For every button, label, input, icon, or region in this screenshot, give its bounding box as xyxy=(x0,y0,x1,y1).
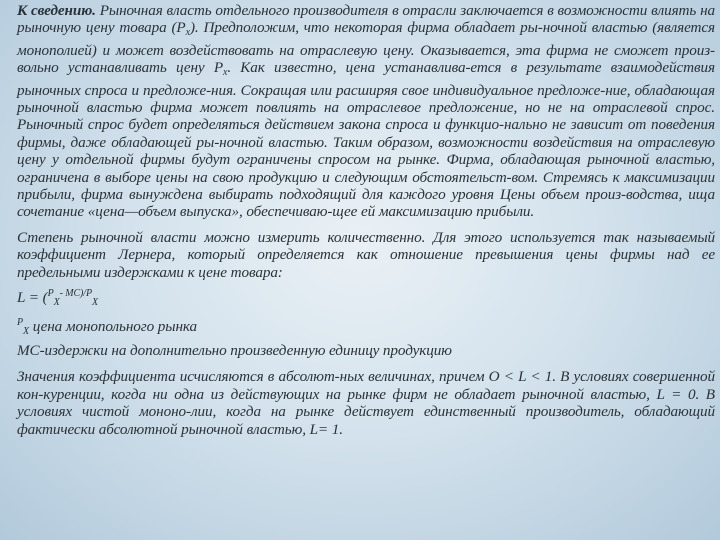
paragraph-text-part2: ). Предположим, что некоторая фирма обладает ры-ночной властью (является монополией) и может воздействовать на отраслевую цену. Оказывается, эта фирма не сможет произ-вольно устанавливать цену Р xyxy=(17,19,715,77)
formula-mid: - MC)/ xyxy=(59,288,86,300)
formula-p-sup-2: P xyxy=(85,288,92,300)
lerner-formula xyxy=(17,285,715,311)
formula-p-sup-1: P xyxy=(47,288,54,300)
paragraph-lerner-intro: Степень рыночной власти можно измерить количественно. Для этого используется так называемый коэффициент Лернера, который определяется как отношение превышения цены фирмы над ее предельными издержками к цене товара: xyxy=(17,228,715,281)
definition-p-sup: P xyxy=(17,316,24,328)
formula-left: L = ( xyxy=(17,289,48,307)
definition-x: X xyxy=(23,325,30,337)
subscript-x-2: х xyxy=(223,67,228,79)
paragraph-coefficient-values: Значения коэффициента исчисляются в абсолют-ных величинах, причем О < L < 1. В условиях совершенной кон-куренции, когда ни одна из действующих на рынке фирм не обладает рыночной властью, L = 0. В условиях чистой мононо-лии, когда на рынке действует единственный производитель, обладающий фактически абсолютной рыночной властью, L= 1. xyxy=(17,368,715,438)
slide-content xyxy=(17,2,715,538)
paragraph-text-part3: . Как известно, цена устанавлива-ется в результате взаимодействия рыночных спроса и предложе-ния. Сокращая или расширяя свое индивидуальное предложе-ние, обладающая рыночной властью фирма может повлиять на отраслевое предложение, но не на отраслевой спрос. Рыночный спрос будет определяться действием закона спроса и функцио-нально не зависит от поведения фирмы, даже обладающей ры-ночной властью. Таким образом, возможности воздействия на отраслевую цену у отдельной фирмы будут ограничены спросом на рынке. Фирма, обладающая рыночной властью, ограничена в выборе цены на свою продукцию и следующим обстоятельст-вом. Стремясь к максимизации прибыли, фирма вынуждена выбирать подходящий для каждого уровня Цены объем произ-водства, ища сочетание «цена—объем выпуска», обеспечиваю-щее ей максимизацию прибыли. xyxy=(17,59,715,221)
lead-label: К сведению. xyxy=(17,2,96,19)
formula-x-1: X xyxy=(53,297,60,309)
definition-price xyxy=(17,314,715,340)
paragraph-text-part1: Рыночная власть отдельного производителя в отрасли заключается в возможности влиять на рыночную цену товара (Р xyxy=(17,2,715,37)
subscript-x-1: х xyxy=(185,27,190,39)
definition-price-text: цена монопольного рынка xyxy=(29,317,198,335)
paragraph-market-power xyxy=(17,2,715,221)
formula-x-2: X xyxy=(91,297,98,309)
definition-marginal-cost: МС-издержки на дополнительно произведенную единицу продукцию xyxy=(17,341,452,359)
